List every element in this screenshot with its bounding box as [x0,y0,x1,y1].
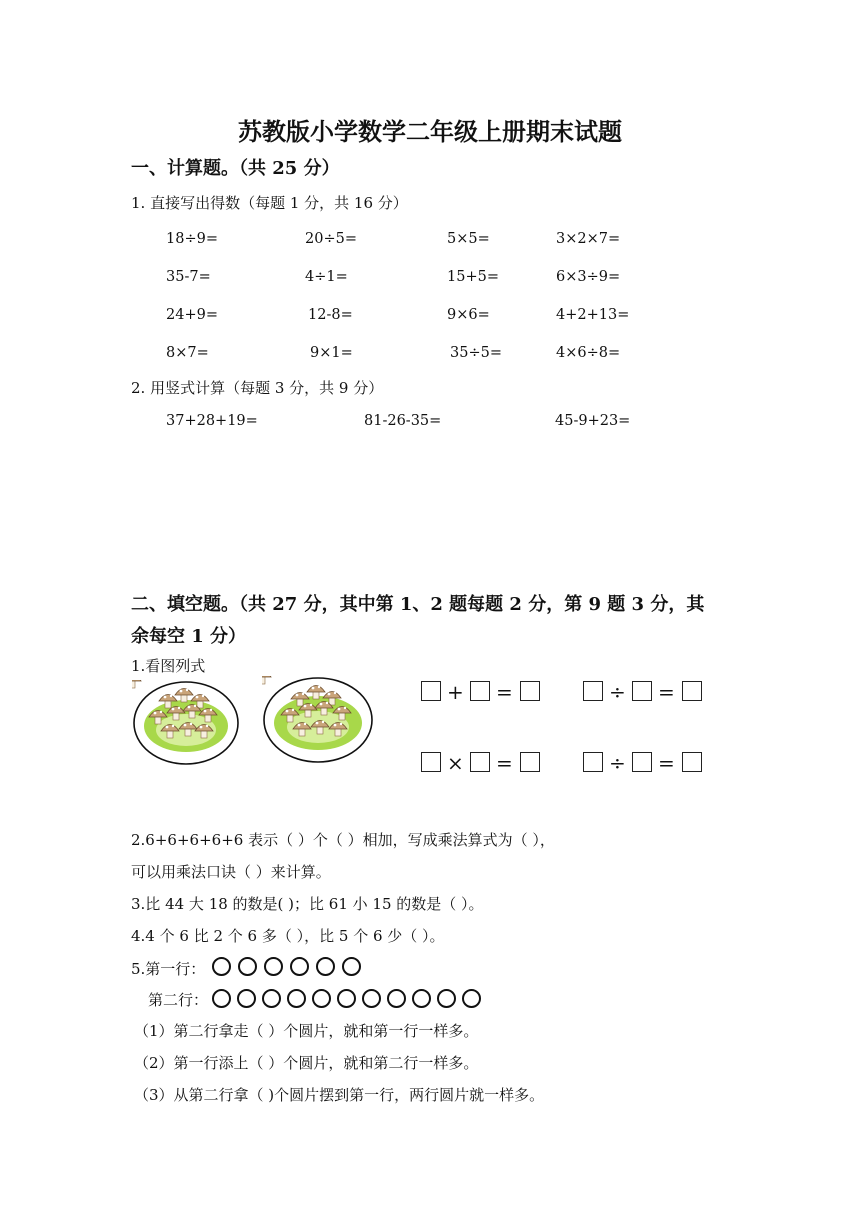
equals-sign: = [658,680,675,704]
answer-box[interactable] [421,681,441,701]
equals-sign: = [496,680,513,704]
answer-box[interactable] [583,752,603,772]
answer-box[interactable] [632,681,652,701]
circle-disc [212,957,231,976]
answer-box[interactable] [421,752,441,772]
problem-cell: 4×6÷8= [556,345,621,361]
q5-sub1: （1）第二行拿走（ ）个圆片，就和第一行一样多。 [134,1022,479,1040]
circle-disc [462,989,481,1008]
q1-label: 1. 直接写出得数（每题 1 分，共 16 分） [131,194,408,212]
q2-2-line2: 可以用乘法口诀（ ）来计算。 [131,863,331,881]
answer-box[interactable] [682,681,702,701]
answer-box[interactable] [470,752,490,772]
problem-cell: 15+5= [447,269,499,285]
circle-disc [264,957,283,976]
equals-sign: = [658,751,675,775]
circle-disc [287,989,306,1008]
section2-heading-line1: 二、填空题。（共 27 分，其中第 1、2 题每题 2 分，第 9 题 3 分，其 [131,594,705,615]
divide-sign: ÷ [609,680,626,704]
answer-box[interactable] [682,752,702,772]
circle-disc [342,957,361,976]
section2-heading-line2: 余每空 1 分） [131,626,247,647]
section1-heading: 一、计算题。（共 25 分） [131,158,340,179]
problem-cell: 8×7= [166,345,209,361]
mushroom-plate-illustration [262,676,374,764]
circle-disc [412,989,431,1008]
q5-sub3: （3）从第二行拿（ )个圆片摆到第一行，两行圆片就一样多。 [134,1086,545,1104]
plus-sign: + [447,680,464,704]
q2-3: 3.比 44 大 18 的数是( )；比 61 小 15 的数是（ ）。 [131,895,484,913]
circle-disc [316,957,335,976]
answer-box[interactable] [470,681,490,701]
problem-cell: 4÷1= [305,269,348,285]
circle-disc [238,957,257,976]
vertical-problem: 45-9+23= [555,413,631,429]
divide-sign: ÷ [609,751,626,775]
equals-sign: = [496,751,513,775]
q2-2-line1: 2.6+6+6+6+6 表示（ ）个（ ）相加，写成乘法算式为（ ）， [131,831,555,849]
problem-cell: 18÷9= [166,231,218,247]
problem-cell: 20÷5= [305,231,357,247]
problem-cell: 6×3÷9= [556,269,621,285]
q2-label: 2. 用竖式计算（每题 3 分，共 9 分） [131,379,384,397]
circle-disc [262,989,281,1008]
problem-cell: 5×5= [447,231,490,247]
circle-disc [387,989,406,1008]
q5-row1-label: 5.第一行： [131,960,206,978]
circle-disc [290,957,309,976]
problem-cell: 35÷5= [450,345,502,361]
problem-cell: 35-7= [166,269,211,285]
mushroom-plate-illustration [132,680,240,766]
q2-4: 4.4 个 6 比 2 个 6 多（ ），比 5 个 6 少（ ）。 [131,927,445,945]
answer-box[interactable] [583,681,603,701]
answer-box[interactable] [632,752,652,772]
circle-disc [437,989,456,1008]
q2-1-label: 1.看图列式 [131,657,206,675]
problem-cell: 24+9= [166,307,218,323]
answer-box[interactable] [520,752,540,772]
vertical-problem: 81-26-35= [364,413,442,429]
problem-cell: 9×1= [310,345,353,361]
problem-cell: 3×2×7= [556,231,621,247]
vertical-problem: 37+28+19= [166,413,258,429]
answer-box[interactable] [520,681,540,701]
circle-disc [362,989,381,1008]
page-title: 苏教版小学数学二年级上册期末试题 [238,117,622,146]
problem-cell: 4+2+13= [556,307,630,323]
q5-sub2: （2）第一行添上（ ）个圆片，就和第二行一样多。 [134,1054,479,1072]
circle-disc [337,989,356,1008]
times-sign: × [447,751,464,775]
circle-disc [212,989,231,1008]
circle-disc [312,989,331,1008]
problem-cell: 12-8= [308,307,353,323]
q5-row2-label: 第二行： [148,991,209,1009]
circle-disc [237,989,256,1008]
problem-cell: 9×6= [447,307,490,323]
